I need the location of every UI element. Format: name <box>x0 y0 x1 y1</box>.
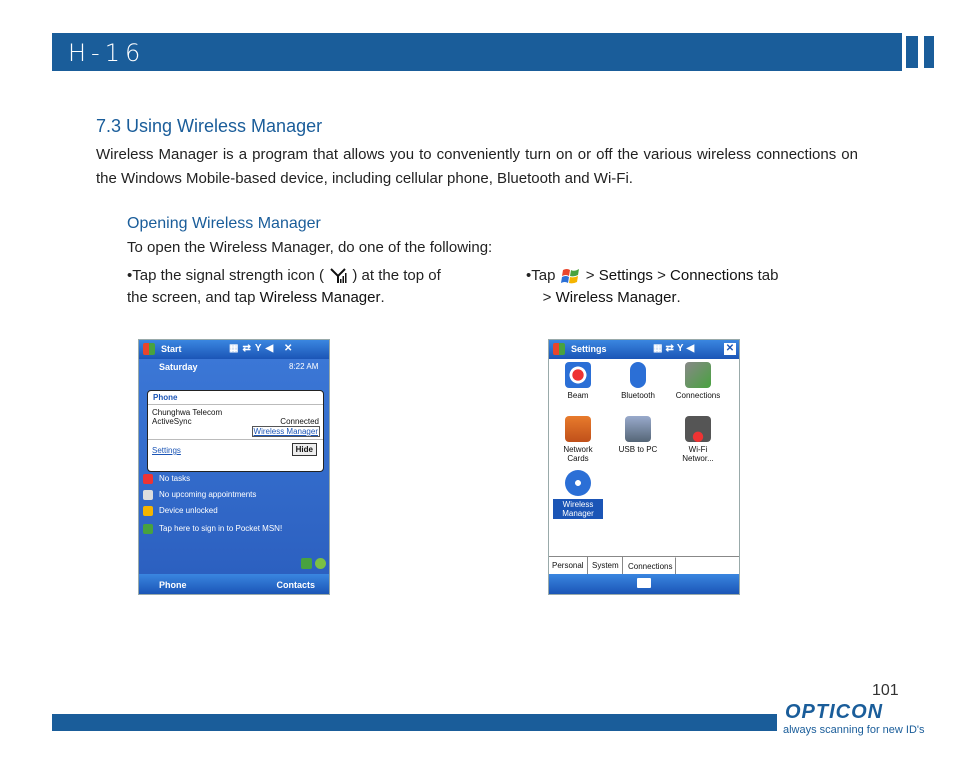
bullet2-sep2: > <box>657 267 666 284</box>
app-connections[interactable]: Connections <box>673 362 723 400</box>
today-title[interactable]: Start <box>161 344 182 354</box>
today-date: Saturday <box>159 362 198 372</box>
today-title-bar <box>139 340 329 359</box>
today-row-msn[interactable]: Tap here to sign in to Pocket MSN! <box>139 521 329 537</box>
softkey-phone[interactable]: Phone <box>159 580 187 590</box>
sync-icon[interactable] <box>301 558 312 569</box>
popup-carrier: Chunghwa Telecom <box>152 408 223 417</box>
settings-softkey-bar <box>549 574 739 594</box>
bullet1-pre: •Tap the signal strength icon ( <box>127 267 325 284</box>
bullet1-end: . <box>380 289 385 306</box>
today-body <box>139 359 329 574</box>
keyboard-icon[interactable] <box>637 578 651 588</box>
start-flag-icon <box>143 343 155 355</box>
settings-title[interactable]: Settings <box>571 344 607 354</box>
popup-hide-button[interactable]: Hide <box>292 443 317 456</box>
page-number: 101 <box>872 682 899 699</box>
app-wireless-manager[interactable]: Wireless Manager <box>553 470 603 519</box>
settings-title-bar <box>549 340 739 359</box>
bullet-start-menu <box>526 265 866 309</box>
bullet2-tab: tab <box>757 267 779 284</box>
bullet-signal-icon <box>127 265 457 309</box>
tab-system[interactable]: System <box>589 557 623 574</box>
today-screen-screenshot <box>138 339 330 595</box>
tab-personal[interactable]: Personal <box>549 557 588 574</box>
model-title: H-16 <box>68 39 146 67</box>
popup-wireless-manager-link[interactable]: Wireless Manager <box>253 427 318 436</box>
close-icon[interactable]: ✕ <box>725 343 735 354</box>
softkey-bar <box>139 574 329 594</box>
phone-popup <box>147 390 324 472</box>
start-flag-icon <box>553 343 565 355</box>
opticon-tagline: always scanning for new ID's <box>783 724 925 736</box>
popup-activesync: ActiveSync <box>152 417 192 426</box>
section-paragraph: Wireless Manager is a program that allows you to conveniently turn on or off the various wireless connections on the Windows Mobile-based device, including cellular phone, Bluetooth and Wi-Fi. <box>96 146 858 187</box>
softkey-contacts[interactable]: Contacts <box>276 580 315 590</box>
app-network-cards[interactable]: Network Cards <box>553 416 603 463</box>
status-icons[interactable]: ▦⇄Y◀ <box>653 343 698 354</box>
today-row-calendar[interactable]: No upcoming appointments <box>139 487 329 503</box>
settings-tabs <box>549 556 739 575</box>
bullet2-connections: Connections <box>670 267 754 284</box>
settings-screen-screenshot <box>548 339 740 595</box>
popup-title: Phone <box>153 393 178 402</box>
bullet2-pre: •Tap <box>526 267 556 284</box>
bullet2-end: . <box>676 289 681 306</box>
bullet1-post: ) at the top of the screen, and tap <box>127 267 441 306</box>
bullet2-settings: Settings <box>598 267 653 284</box>
bullet2-wireless-manager: Wireless Manager <box>555 289 677 306</box>
section-title: 7.3 Using Wireless Manager <box>96 116 323 136</box>
app-bluetooth[interactable]: Bluetooth <box>613 362 663 400</box>
bullet1-wireless-manager: Wireless Manager <box>259 289 381 306</box>
windows-start-icon <box>560 266 582 286</box>
status-icons[interactable]: ▦⇄Y◀ ✕ <box>229 343 297 354</box>
subsection-intro: To open the Wireless Manager, do one of the following: <box>127 239 493 256</box>
msn-icon[interactable] <box>315 558 326 569</box>
popup-connected: Connected <box>280 417 319 426</box>
footer-bar <box>52 714 777 731</box>
tab-connections[interactable]: Connections <box>625 557 676 575</box>
app-wifi-networks[interactable]: Wi-Fi Networ... <box>673 416 723 463</box>
app-usb-to-pc[interactable]: USB to PC <box>613 416 663 454</box>
today-time: 8:22 AM <box>289 362 319 371</box>
app-beam[interactable]: Beam <box>553 362 603 400</box>
today-row-lock[interactable]: Device unlocked <box>139 503 329 519</box>
barcode-graphic <box>728 36 936 68</box>
subsection-title: Opening Wireless Manager <box>127 215 321 232</box>
opticon-logo: OPTICON <box>785 701 884 723</box>
bullet2-sep1: > <box>585 267 595 284</box>
signal-strength-icon <box>328 266 348 286</box>
popup-settings-link[interactable]: Settings <box>152 446 181 455</box>
bullet2-sep3: > <box>542 289 552 306</box>
today-row-tasks[interactable]: No tasks <box>139 471 329 487</box>
